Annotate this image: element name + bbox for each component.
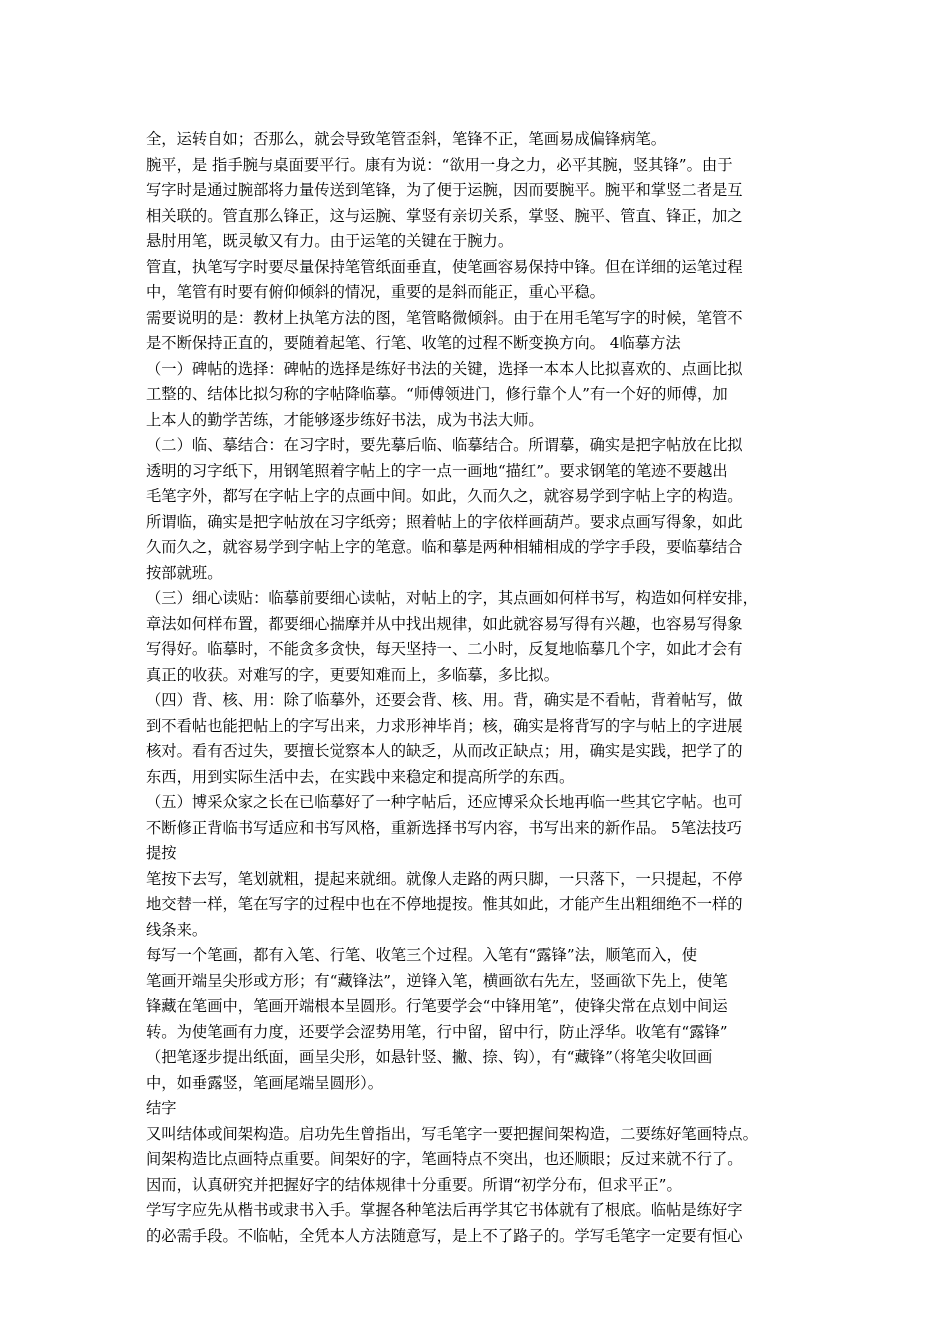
text-line: 需要说明的是：教材上执笔方法的图，笔管略微倾斜。由于在用毛笔写字的时候，笔管不 bbox=[146, 308, 743, 327]
text-line: 悬肘用笔，既灵敏又有力。由于运笔的关键在于腕力。 bbox=[146, 232, 514, 250]
text-line: 地交替一样，笔在写字的过程中也在不停地提按。惟其如此，才能产生出粗细绝不一样的 bbox=[146, 895, 743, 913]
text-line: 学写字应先从楷书或隶书入手。掌握各种笔法后再学其它书体就有了根底。临帖是练好字 bbox=[146, 1201, 743, 1219]
text-line: 笔按下去写，笔划就粗，提起来就细。就像人走路的两只脚，一只落下，一只提起，不停 bbox=[146, 869, 743, 888]
text-line: 腕平，是 指手腕与桌面要平行。康有为说：“欲用一身之力，必平其腕，竖其锋”。由于 bbox=[146, 155, 733, 174]
text-line: 全，运转自如；否那么，就会导致笔管歪斜，笔锋不正，笔画易成偏锋病笔。 bbox=[146, 130, 667, 148]
text-line: 所谓临，确实是把字帖放在习字纸旁；照着帖上的字依样画葫芦。要求点画写得象，如此 bbox=[146, 512, 743, 531]
text-line: 线条来。 bbox=[146, 920, 208, 939]
text-line: 结字 bbox=[146, 1099, 177, 1117]
text-line: 中，如垂露竖，笔画尾端呈圆形）。 bbox=[146, 1073, 384, 1092]
text-line: 真正的收获。对难写的字，更要知难而上，多临摹，多比拟。 bbox=[146, 665, 560, 684]
text-line: 到不看帖也能把帖上的字写出来，力求形神毕肖；核，确实是将背写的字与帖上的字进展 bbox=[146, 716, 743, 735]
text-line: 提按 bbox=[146, 844, 177, 862]
text-line: 上本人的勤学苦练，才能够逐步练好书法，成为书法大师。 bbox=[146, 410, 544, 429]
text-line: 工整的、结体比拟匀称的字帖降临摹。“师傅领进门，修行靠个人”有一个好的师傅，加 bbox=[146, 385, 728, 403]
text-line: 锋藏在笔画中，笔画开端根本呈圆形。行笔要学会“中锋用笔”，使锋尖常在点划中间运 bbox=[146, 997, 728, 1015]
text-line: 写得好。临摹时，不能贪多贪快，每天坚持一、二小时，反复地临摹几个字，如此才会有 bbox=[146, 640, 743, 658]
text-line: 东西，用到实际生活中去，在实践中来稳定和提高所学的东西。 bbox=[146, 767, 575, 786]
text-line: 按部就班。 bbox=[146, 563, 223, 582]
text-line: （一）碑帖的选择：碑帖的选择是练好书法的关键，选择一本本人比拟喜欢的、点画比拟 bbox=[146, 359, 743, 378]
text-line: （三）细心读贴：临摹前要细心读帖，对帖上的字，其点画如何样书写，构造如何样安排， bbox=[146, 589, 758, 607]
text-line: 相关联的。管直那么锋正，这与运腕、掌竖有亲切关系，掌竖、腕平、管直、锋正，加之 bbox=[146, 206, 743, 225]
text-line: 转。为使笔画有力度，还要学会涩势用笔，行中留，留中行，防止浮华。收笔有“露锋” bbox=[146, 1022, 728, 1041]
text-line: 又叫结体或间架构造。启功先生曾指出，写毛笔字一要把握间架构造，二要练好笔画特点。 bbox=[146, 1124, 758, 1143]
text-line: 核对。看有否过失，要擅长觉察本人的缺乏，从而改正缺点；用，确实是实践，把学了的 bbox=[146, 742, 743, 760]
text-line: 笔画开端呈尖形或方形；有“藏锋法”，逆锋入笔，横画欲右先左，竖画欲下先上，使笔 bbox=[146, 971, 728, 990]
text-line: 间架构造比点画特点重要。间架好的字，笔画特点不突出，也还顺眼；反过来就不行了。 bbox=[146, 1150, 743, 1168]
text-line: 毛笔字外，都写在字帖上字的点画中间。如此，久而久之，就容易学到字帖上字的构造。 bbox=[146, 487, 743, 505]
document-body bbox=[146, 127, 826, 1249]
text-line: 因而，认真研究并把握好字的结体规律十分重要。所谓“初学分布，但求平正”。 bbox=[146, 1175, 682, 1194]
text-line: 是不断保持正直的，要随着起笔、行笔、收笔的过程不断变换方向。 4临摹方法 bbox=[146, 334, 681, 352]
text-line: （把笔逐步提出纸面，画呈尖形，如悬针竖、撇、捺、钩），有“藏锋”（将笔尖收回画 bbox=[146, 1048, 713, 1066]
text-line: 不断修正背临书写适应和书写风格，重新选择书写内容，书写出来的新作品。 5笔法技巧 bbox=[146, 818, 742, 837]
text-line: 每写一个笔画，都有入笔、行笔、收笔三个过程。入笔有“露锋”法，顺笔而入，使 bbox=[146, 946, 698, 964]
text-line: （二）临、摹结合：在习字时，要先摹后临、临摹结合。所谓摹，确实是把字帖放在比拟 bbox=[146, 436, 743, 454]
text-line: 中，笔管有时要有俯仰倾斜的情况，重要的是斜而能正，重心平稳。 bbox=[146, 283, 605, 301]
text-line: 写字时是通过腕部将力量传送到笔锋，为了便于运腕，因而要腕平。腕平和掌竖二者是互 bbox=[146, 181, 743, 199]
text-line: （四）背、核、用：除了临摹外，还要会背、核、用。背，确实是不看帖，背着帖写，做 bbox=[146, 691, 743, 709]
text-line: 章法如何样布置，都要细心揣摩并从中找出规律，如此就容易写得有兴趣，也容易写得象 bbox=[146, 614, 743, 633]
text-line: 管直，执笔写字时要尽量保持笔管纸面垂直，使笔画容易保持中锋。但在详细的运笔过程 bbox=[146, 257, 743, 276]
text-line: 的必需手段。不临帖，全凭本人方法随意写，是上不了路子的。学写毛笔字一定要有恒心 bbox=[146, 1226, 743, 1245]
text-line: （五）博采众家之长在已临摹好了一种字帖后，还应博采众长地再临一些其它字帖。也可 bbox=[146, 793, 743, 811]
text-line: 久而久之，就容易学到字帖上字的笔意。临和摹是两种相辅相成的学字手段，要临摹结合 bbox=[146, 538, 743, 556]
text-line: 透明的习字纸下，用钢笔照着字帖上的字一点一画地“描红”。要求钢笔的笔迹不要越出 bbox=[146, 461, 728, 480]
